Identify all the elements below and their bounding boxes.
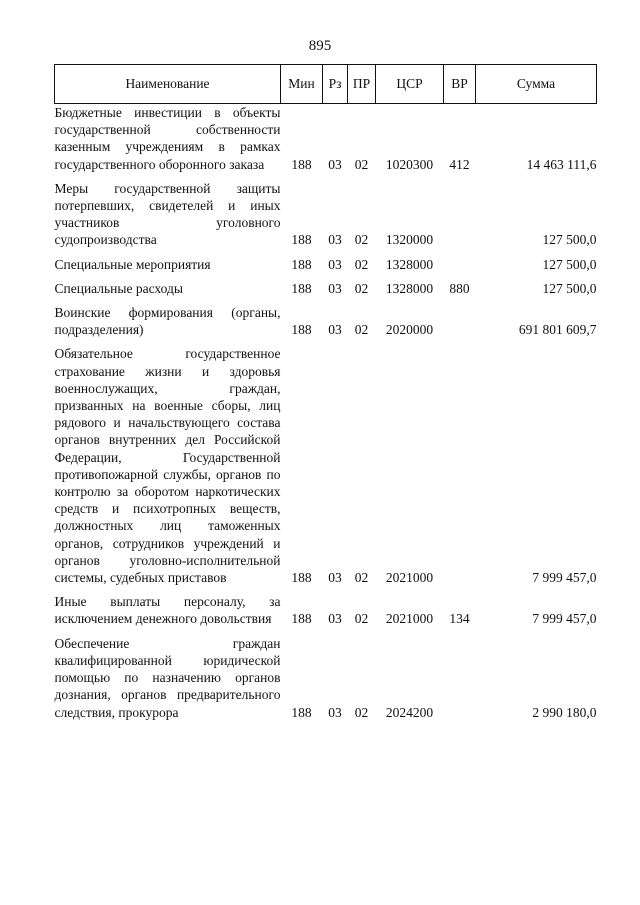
row-rz: 03 bbox=[328, 156, 342, 172]
row-csr: 2024200 bbox=[385, 704, 434, 720]
row-vr bbox=[444, 304, 476, 338]
row-vr: 880 bbox=[449, 280, 470, 296]
row-sum: 127 500,0 bbox=[542, 280, 597, 296]
row-csr: 2020000 bbox=[385, 322, 434, 338]
row-pr: 02 bbox=[354, 280, 369, 296]
row-pr: 02 bbox=[354, 322, 369, 338]
row-name: Специальные расходы bbox=[54, 280, 183, 296]
row-name: Бюджетные инвестиции в объекты государственной собственности казенным учреждениям в рамках государственного оборонного заказа bbox=[54, 105, 281, 172]
row-min: 188 bbox=[291, 156, 312, 172]
row-min: 188 bbox=[291, 570, 312, 586]
row-pr: 02 bbox=[354, 156, 369, 172]
row-sum: 14 463 111,6 bbox=[526, 156, 597, 172]
row-name: Иные выплаты персоналу, за исключением денежного довольствия bbox=[54, 594, 281, 627]
row-csr: 1328000 bbox=[385, 280, 434, 296]
row-sum: 127 500,0 bbox=[542, 232, 597, 248]
row-sum: 127 500,0 bbox=[542, 256, 597, 272]
row-csr: 1328000 bbox=[385, 256, 434, 272]
row-csr: 2021000 bbox=[385, 611, 434, 627]
row-vr bbox=[444, 345, 476, 586]
header-sum: Сумма bbox=[476, 65, 597, 104]
header-pr: ПР bbox=[348, 65, 376, 104]
row-rz: 03 bbox=[328, 280, 342, 296]
row-rz: 03 bbox=[328, 570, 342, 586]
header-min: Мин bbox=[281, 65, 323, 104]
table-row bbox=[55, 104, 597, 173]
row-sum: 691 801 609,7 bbox=[518, 322, 597, 338]
table-row bbox=[55, 345, 597, 586]
row-sum: 2 990 180,0 bbox=[532, 704, 597, 720]
row-rz: 03 bbox=[328, 256, 342, 272]
row-pr: 02 bbox=[354, 256, 369, 272]
table-row bbox=[55, 280, 597, 297]
header-name: Наименование bbox=[55, 65, 281, 104]
row-rz: 03 bbox=[328, 611, 342, 627]
row-csr: 1320000 bbox=[385, 232, 434, 248]
row-csr: 2021000 bbox=[385, 570, 434, 586]
table-row bbox=[55, 593, 597, 627]
row-rz: 03 bbox=[328, 232, 342, 248]
row-csr: 1020300 bbox=[385, 156, 434, 172]
table-row bbox=[55, 256, 597, 273]
row-name: Специальные мероприятия bbox=[54, 256, 211, 272]
row-vr bbox=[444, 635, 476, 721]
row-pr: 02 bbox=[354, 611, 369, 627]
row-min: 188 bbox=[291, 280, 312, 296]
row-min: 188 bbox=[291, 611, 312, 627]
row-pr: 02 bbox=[354, 704, 369, 720]
header-vr: ВР bbox=[444, 65, 476, 104]
table-row bbox=[55, 635, 597, 721]
table-row bbox=[55, 180, 597, 249]
table-row bbox=[55, 304, 597, 338]
header-rz: Рз bbox=[323, 65, 348, 104]
header-csr: ЦСР bbox=[376, 65, 444, 104]
row-min: 188 bbox=[291, 232, 312, 248]
row-name: Меры государственной защиты потерпевших, свидетелей и иных участников уголовного судопроизводства bbox=[54, 180, 281, 248]
page-number: 895 bbox=[308, 38, 332, 54]
row-min: 188 bbox=[291, 256, 312, 272]
row-min: 188 bbox=[291, 322, 312, 338]
row-name: Обеспечение граждан квалифицированной юридической помощью по назначению органов дознания, органов предварительного следствия, прокурора bbox=[54, 635, 281, 720]
row-min: 188 bbox=[291, 704, 312, 720]
budget-table bbox=[54, 64, 597, 721]
row-rz: 03 bbox=[328, 322, 342, 338]
row-sum: 7 999 457,0 bbox=[532, 611, 597, 627]
row-vr bbox=[444, 180, 476, 249]
row-pr: 02 bbox=[354, 570, 369, 586]
row-rz: 03 bbox=[328, 704, 342, 720]
row-vr: 412 bbox=[449, 156, 470, 172]
row-pr: 02 bbox=[354, 232, 369, 248]
row-sum: 7 999 457,0 bbox=[532, 570, 597, 586]
table-header-row bbox=[55, 65, 597, 104]
row-name: Воинские формирования (органы, подразделения) bbox=[54, 305, 281, 338]
row-vr bbox=[444, 256, 476, 273]
row-vr: 134 bbox=[449, 611, 470, 627]
row-name: Обязательное государственное страхование жизни и здоровья военнослужащих, граждан, призванных на военные сборы, лиц рядового и начальствующего состава органов внутренних дел Российской Федерации, Государственной противопожарной службы, органов по контролю за оборотом наркотических средств и психотропных веществ, должностных лиц таможенных органов, сотрудников учреждений и органов уголовно-исполнительной системы, судебных приставов bbox=[54, 346, 281, 586]
